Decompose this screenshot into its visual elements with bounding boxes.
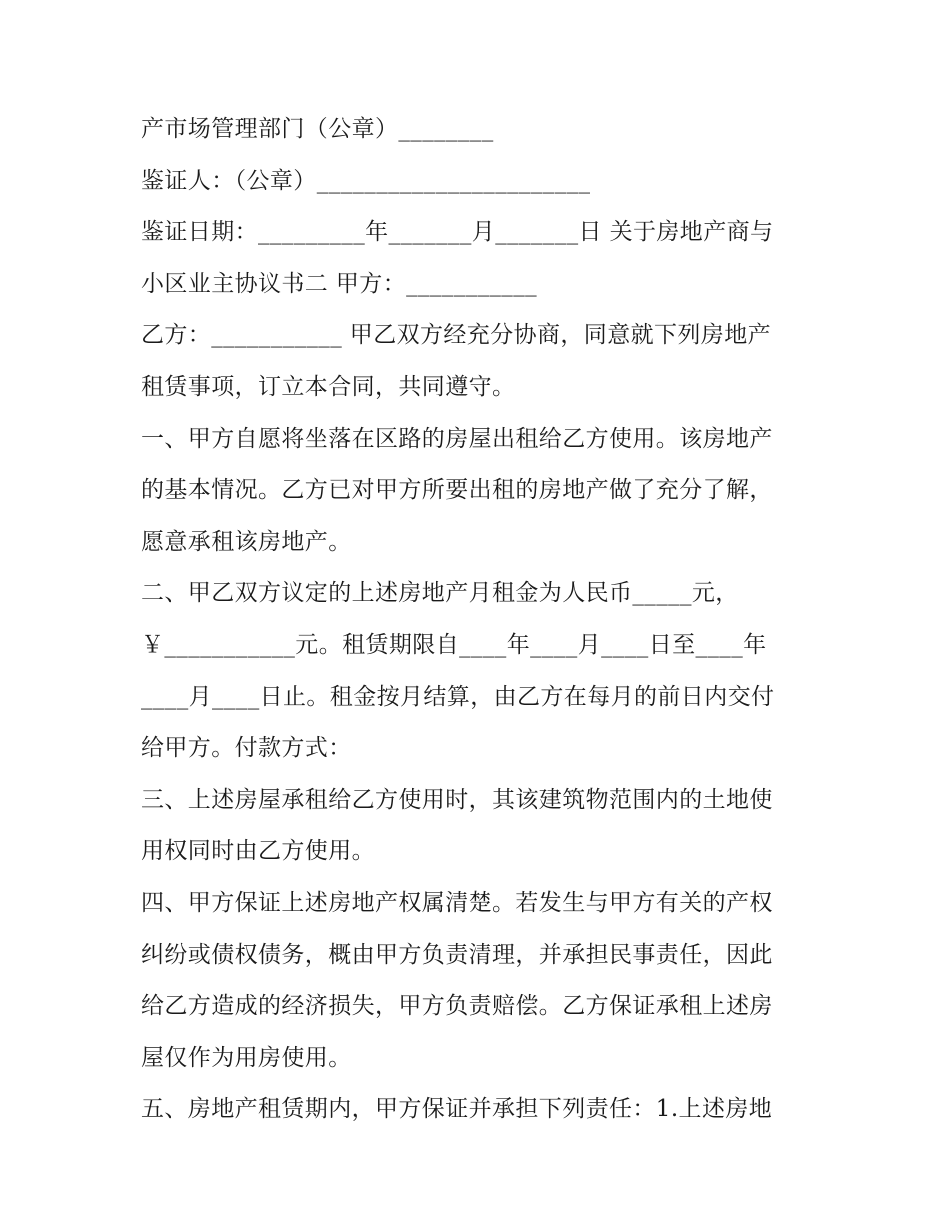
text-line: 鉴证日期：_________年_______月_______日 关于房地产商与 bbox=[141, 219, 774, 246]
text-line: 用权同时由乙方使用。 bbox=[141, 838, 375, 865]
text-line: ￥___________元。租赁期限自____年____月____日至____年 bbox=[141, 631, 767, 658]
text-line: 一、甲方自愿将坐落在区路的房屋出租给乙方使用。该房地产 bbox=[141, 425, 773, 452]
text-line: 三、上述房屋承租给乙方使用时，其该建筑物范围内的土地使 bbox=[141, 786, 773, 813]
text-line: 的基本情况。乙方已对甲方所要出租的房地产做了充分了解， bbox=[141, 477, 773, 504]
text-line: 乙方：___________ 甲乙双方经充分协商，同意就下列房地产 bbox=[141, 322, 772, 349]
text-line: 租赁事项，订立本合同，共同遵守。 bbox=[141, 373, 516, 400]
text-line: 五、房地产租赁期内，甲方保证并承担下列责任：1.上述房地 bbox=[141, 1096, 773, 1123]
contract-text bbox=[141, 104, 821, 1136]
text-line: 小区业主协议书二 甲方：___________ bbox=[141, 270, 538, 297]
text-line: 给甲方。付款方式： bbox=[141, 735, 352, 762]
text-line: 鉴证人：（公章）_______________________ bbox=[141, 167, 591, 194]
text-line: ____月____日止。租金按月结算，由乙方在每月的前日内交付 bbox=[141, 683, 775, 710]
text-line: 愿意承租该房地产。 bbox=[141, 528, 352, 555]
text-line: 纠纷或债权债务，概由甲方负责清理，并承担民事责任，因此 bbox=[141, 941, 773, 968]
text-line: 给乙方造成的经济损失，甲方负责赔偿。乙方保证承租上述房 bbox=[141, 993, 773, 1020]
text-line: 屋仅作为用房使用。 bbox=[141, 1044, 352, 1071]
text-line: 四、甲方保证上述房地产权属清楚。若发生与甲方有关的产权 bbox=[141, 889, 773, 916]
text-line: 二、甲乙双方议定的上述房地产月租金为人民币_____元， bbox=[141, 580, 739, 607]
text-line: 产市场管理部门（公章）________ bbox=[141, 116, 494, 142]
